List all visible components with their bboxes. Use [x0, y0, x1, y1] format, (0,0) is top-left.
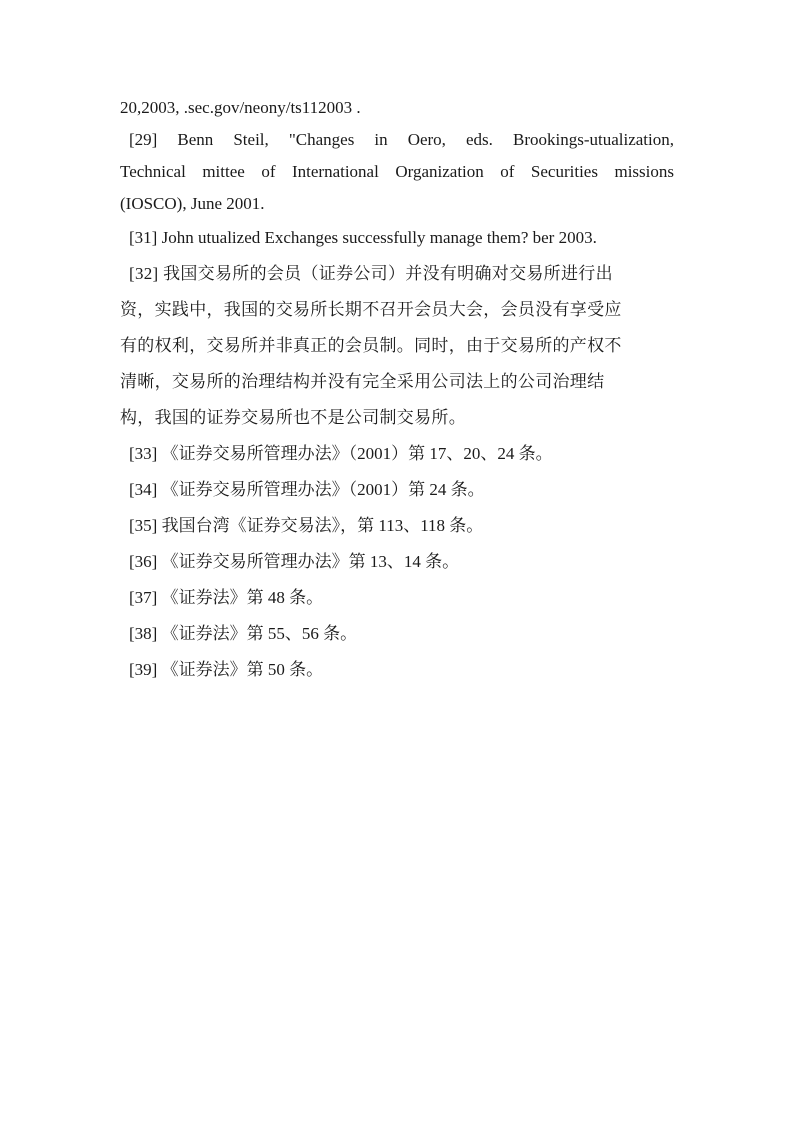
- reference-32-line-3: 有的权利，交易所并非真正的会员制。同时，由于交易所的产权不: [120, 336, 622, 355]
- reference-36: [36] 《证券交易所管理办法》第 13、14 条。: [129, 552, 460, 571]
- reference-continuation-line: 20,2003, .sec.gov/neony/ts112003 .: [120, 98, 361, 117]
- reference-35: [35] 我国台湾《证券交易法》，第 113、118 条。: [129, 516, 484, 535]
- reference-29-line-1: [29] Benn Steil, "Changes in Oero, eds. Brookings-utualization,: [129, 130, 674, 149]
- reference-38: [38] 《证券法》第 55、56 条。: [129, 624, 358, 643]
- reference-29: [120, 124, 674, 220]
- reference-34: [34] 《证券交易所管理办法》（2001）第 24 条。: [129, 480, 485, 499]
- reference-29-line-3: (IOSCO), June 2001.: [120, 194, 265, 213]
- reference-32-line-2: 资，实践中，我国的交易所长期不召开会员大会，会员没有享受应: [120, 300, 622, 319]
- reference-32-line-4: 清晰，交易所的治理结构并没有完全采用公司法上的公司治理结: [120, 372, 605, 391]
- reference-32-line-5: 构，我国的证券交易所也不是公司制交易所。: [120, 408, 466, 427]
- reference-39: [39] 《证券法》第 50 条。: [129, 660, 324, 679]
- reference-29-line-2: Technical mittee of International Organization of Securities missions: [120, 162, 674, 181]
- reference-32-line-1: [32] 我国交易所的会员（证券公司）并没有明确对交易所进行出: [129, 264, 613, 283]
- reference-37: [37] 《证券法》第 48 条。: [129, 588, 324, 607]
- reference-32: [120, 256, 674, 436]
- reference-list: [120, 92, 674, 688]
- reference-33: [33] 《证券交易所管理办法》（2001）第 17、20、24 条。: [129, 444, 553, 463]
- reference-31: [31] John utualized Exchanges successfully manage them? ber 2003.: [129, 228, 597, 247]
